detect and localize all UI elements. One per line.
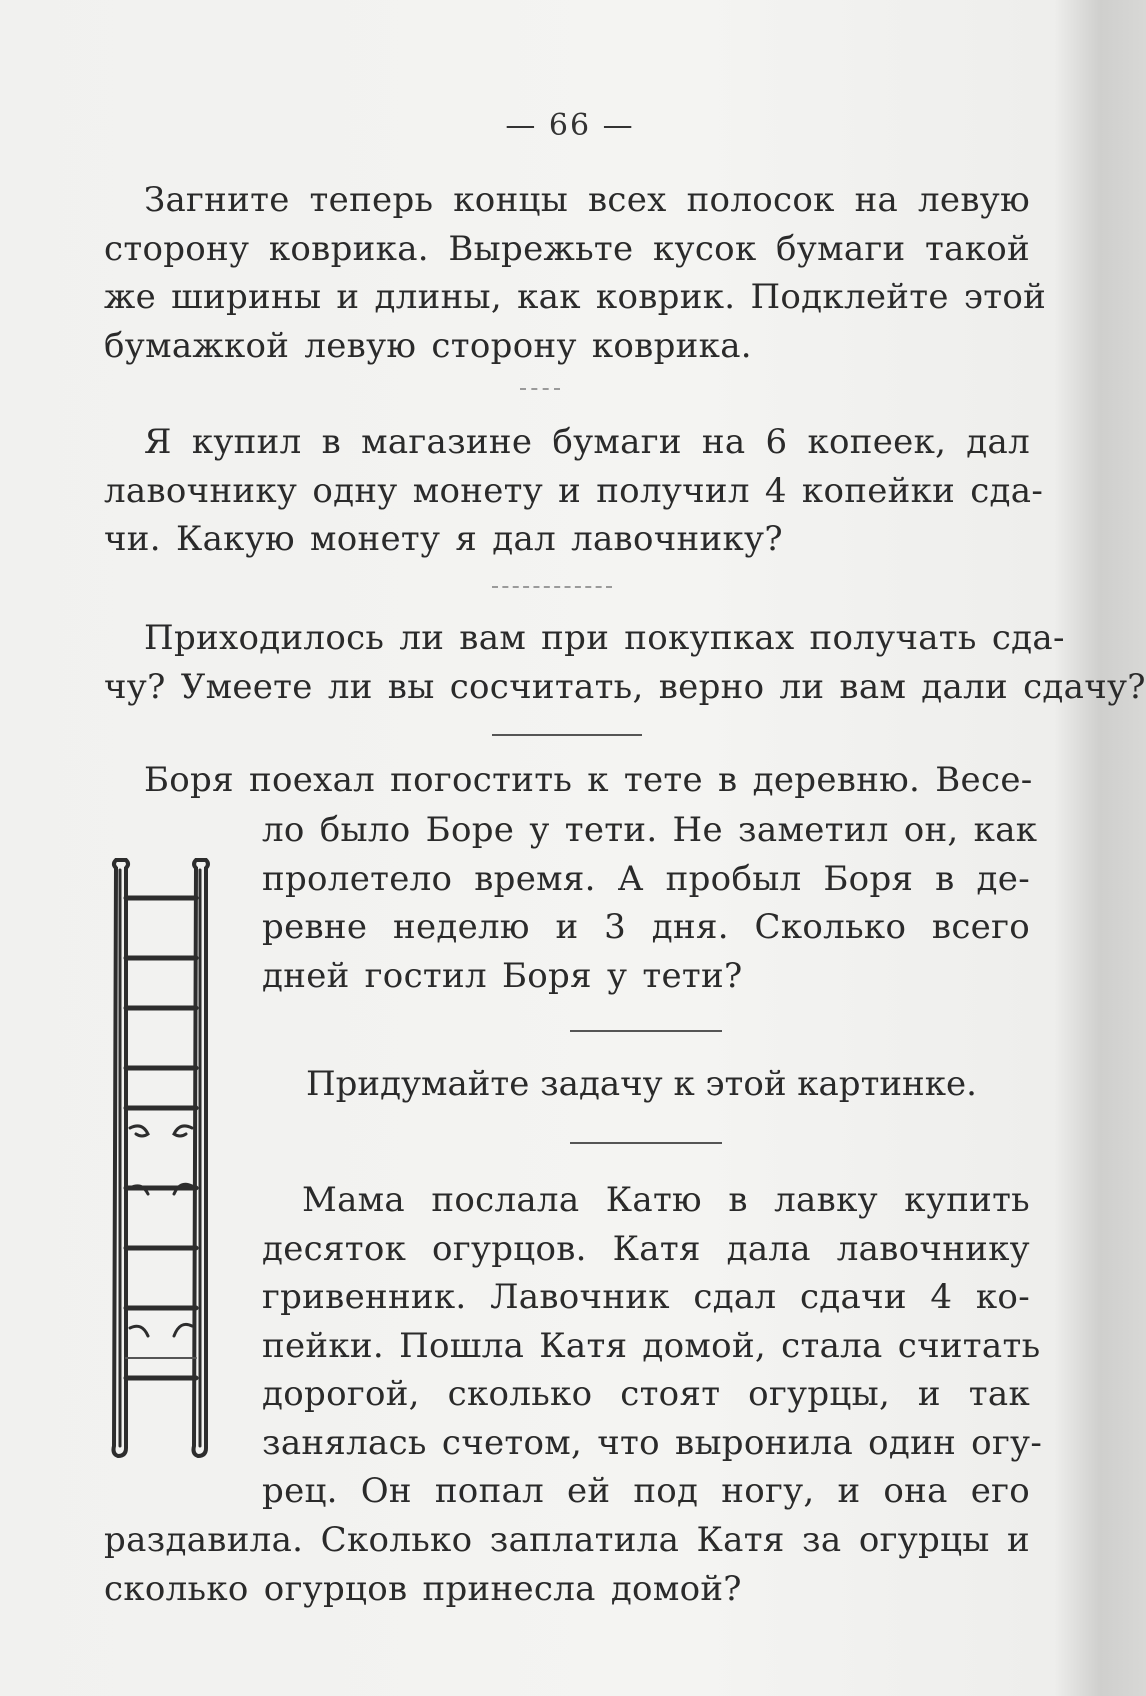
section-separator xyxy=(520,388,560,390)
ladder-illustration xyxy=(108,858,218,1458)
section-separator xyxy=(492,734,642,736)
text-line: пейки. Пошла Катя домой, стала считать xyxy=(262,1325,1041,1366)
section-separator xyxy=(570,1030,722,1032)
text-line: пролетело время. А пробыл Боря в де- xyxy=(262,858,1030,899)
text-line: сторону коврика. Вырежьте кусок бумаги такой xyxy=(104,228,1030,269)
text-line: лавочнику одну монету и получил 4 копейки сда- xyxy=(104,470,1044,511)
paragraph-rug-instructions xyxy=(104,176,1047,370)
text-line: дней гостил Боря у тети? xyxy=(262,955,743,996)
text-line: Боря поехал погостить к тете в деревню. Весе- xyxy=(144,760,1033,800)
text-line: ревне неделю и 3 дня. Сколько всего xyxy=(262,907,1030,947)
text-line: сколько огурцов принесла домой? xyxy=(104,1568,742,1609)
text-line: же ширины и длины, как коврик. Подклейте этой xyxy=(104,277,1047,317)
section-separator xyxy=(492,586,612,588)
text-line: Я купил в магазине бумаги на 6 копеек, дал xyxy=(144,422,1030,462)
text-line: ло было Боре у тети. Не заметил он, как xyxy=(262,810,1038,850)
text-line: Мама послала Катю в лавку купить xyxy=(302,1180,1030,1220)
text-line: рец. Он попал ей под ногу, и она его xyxy=(262,1471,1030,1511)
section-separator xyxy=(570,1142,722,1144)
text-line: раздавила. Сколько заплатила Катя за огурцы и xyxy=(104,1520,1030,1560)
text-line: бумажкой левую сторону коврика. xyxy=(104,325,752,366)
page-number: — 66 — xyxy=(505,108,635,143)
paragraph-change-question xyxy=(104,614,1146,711)
text-line: Загните теперь концы всех полосок на левую xyxy=(144,180,1030,220)
paragraph-katya-wrapped xyxy=(262,1176,1043,1516)
text-line: чи. Какую монету я дал лавочнику? xyxy=(104,519,783,559)
paragraph-borya-first-line xyxy=(104,756,1033,805)
paragraph-borya-rest xyxy=(262,806,1038,1000)
paragraph-make-up-problem: Придумайте задачу к этой картинке. xyxy=(306,1064,977,1104)
text-line: Приходилось ли вам при покупках получать сда- xyxy=(144,618,1065,658)
paragraph-katya-continued xyxy=(104,1516,1030,1613)
text-line: занялась счетом, что выронила один огу- xyxy=(262,1422,1043,1463)
paragraph-paper-purchase xyxy=(104,418,1044,564)
text-line: чу? Умеете ли вы сосчитать, верно ли вам дали сдачу? xyxy=(104,666,1146,707)
text-line: гривенник. Лавочник сдал сдачи 4 ко- xyxy=(262,1277,1030,1317)
text-line: десяток огурцов. Катя дала лавочнику xyxy=(262,1228,1030,1269)
text-line: дорогой, сколько стоят огурцы, и так xyxy=(262,1374,1030,1414)
